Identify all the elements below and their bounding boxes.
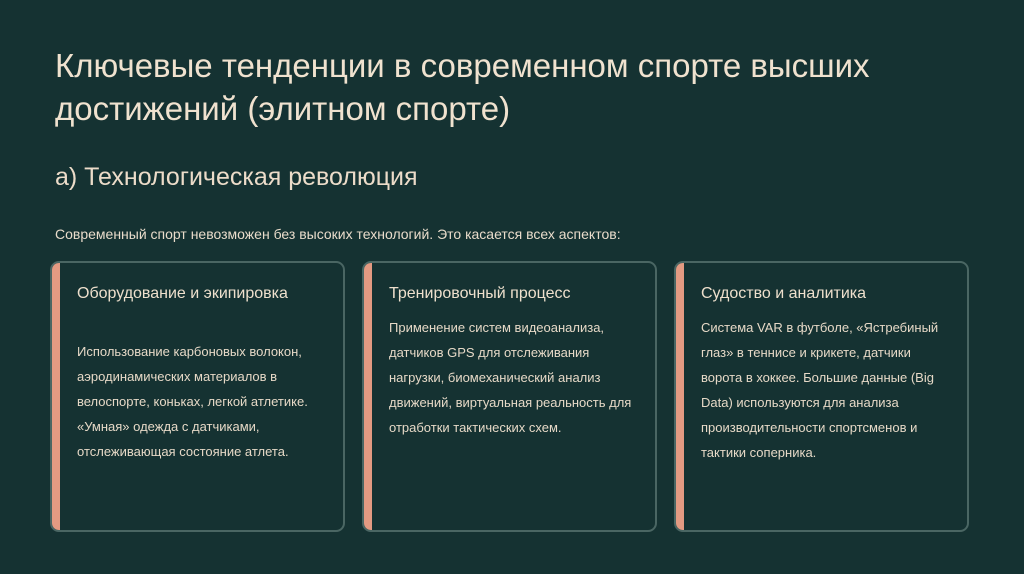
card-body: Использование карбоновых волокон, аэродинамических материалов в велоспорте, коньках, легкой атлетике. «Умная» одежда с датчиками, отслеживающая состояние атлета. bbox=[77, 344, 308, 459]
card-training bbox=[362, 261, 657, 532]
card-title: Судоство и аналитика bbox=[701, 285, 867, 302]
slide-title: Ключевые тенденции в современном спорте высших достижений (элитном спорте) bbox=[55, 47, 870, 127]
intro-text: Современный спорт невозможен без высоких технологий. Это касается всех аспектов: bbox=[55, 226, 621, 242]
card-body: Применение систем видеоанализа, датчиков GPS для отслеживания нагрузки, биомеханический анализ движений, виртуальная реальность для отработки тактических схем. bbox=[389, 320, 632, 435]
card-title: Оборудование и экипировка bbox=[77, 285, 288, 302]
card-equipment bbox=[50, 261, 345, 532]
card-refereeing bbox=[674, 261, 969, 532]
card-accent-bar bbox=[676, 263, 684, 530]
card-accent-bar bbox=[364, 263, 372, 530]
card-accent-bar bbox=[52, 263, 60, 530]
card-body: Система VAR в футболе, «Ястребиный глаз» в теннисе и крикете, датчики ворота в хоккее. Большие данные (Big Data) используются для анализа производительности спортсменов и тактики соперника. bbox=[701, 320, 939, 460]
card-title: Тренировочный процесс bbox=[389, 285, 571, 302]
section-subtitle: а) Технологическая революция bbox=[55, 163, 418, 191]
